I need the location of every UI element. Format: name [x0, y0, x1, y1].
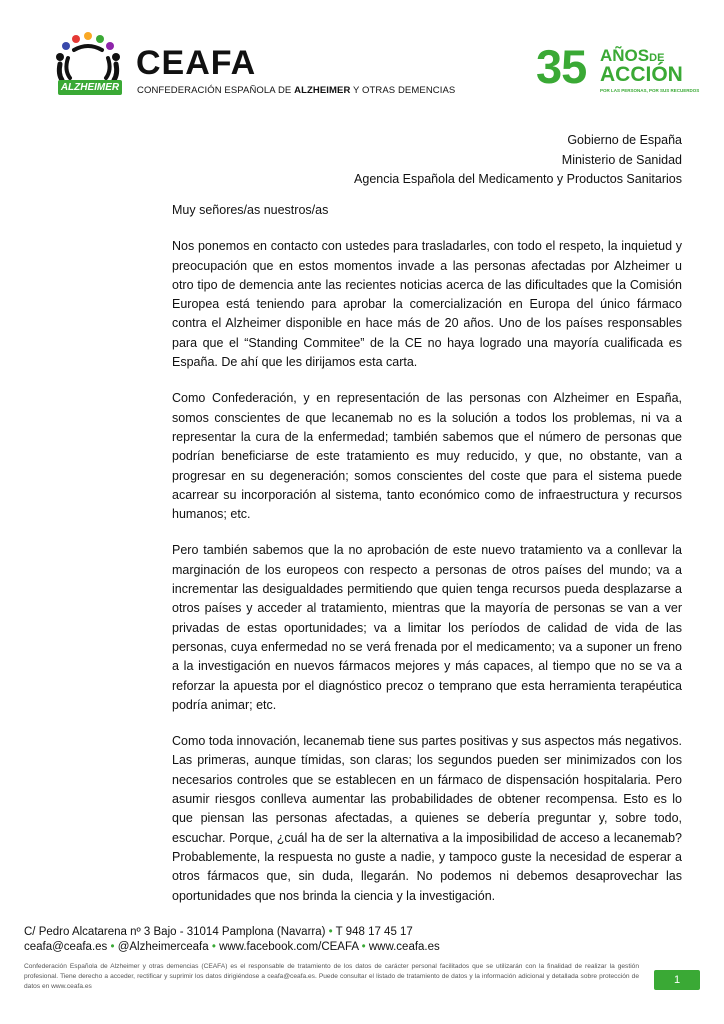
legal-notice: Confederación Española de Alzheimer y otras demencias (CEAFA) es el responsable de tratamiento de los datos de carácter personal facilitados que se utilizarán con la finalidad de realizar la gestión profesional. Tiene derecho a acceder, rectificar y suprimir los datos dirigiéndose a ceafa@ceafa.es. Puede consultar el listado de tratamiento de datos y la información adicional y detallada sobre protección de datos en www.ceafa.es — [24, 963, 639, 990]
facebook-link[interactable]: www.facebook.com/CEAFA — [219, 941, 359, 953]
contact-line-1 — [24, 925, 440, 940]
recipient-line: Ministerio de Sanidad — [561, 152, 682, 167]
twitter-link[interactable]: @Alzheimerceafa — [117, 941, 209, 953]
separator: • — [208, 941, 220, 953]
recipient-block — [354, 131, 682, 190]
email-link[interactable]: ceafa@ceafa.es — [24, 941, 108, 953]
anniversary-line2: ACCIÓN — [600, 63, 683, 86]
alzheimer-badge: ALZHEIMER — [58, 80, 122, 95]
website-link[interactable]: www.ceafa.es — [368, 941, 440, 953]
separator: • — [358, 941, 369, 953]
paragraph: Pero también sabemos que la no aprobación de este nuevo tratamiento va a conllevar la marginación de los europeos con respecto a personas de otros países del mundo; va a incrementar las desigualdades permitiendo que quien tenga recursos pueda desplazarse a otros países y acceder al tratamiento, mientras que la mayoría de personas se van a ver privadas de estas oportunidades; va a limitar los períodos de calidad de vida de las personas, cuya enfermedad no se verá frenada por el medicamento; va a suponer un freno a la investigación en nuevos fármacos mejores y más capaces, al tiempo que no se va a reforzar la apuesta por el diagnóstico precoz o temprano que esta herramienta terapéutica podría animar; etc. — [172, 543, 682, 712]
anniversary-line1-text: AÑOS — [600, 46, 650, 65]
address: C/ Pedro Alcatarena nº 3 Bajo - 31014 Pamplona (Navarra) — [24, 926, 326, 938]
anniversary-logo — [536, 40, 700, 100]
recipient-line: Agencia Española del Medicamento y Productos Sanitarios — [354, 172, 682, 186]
paragraph: Como Confederación, y en representación de las personas con Alzheimer en España, somos conscientes de que lecanemab no es la solución a todos los problemas, ni va a representar la cura de la enfermedad; también sabemos que el número de personas que podrían beneficiarse de este tratamiento es muy reducido, y que, no obstante, van a progresar en su degeneración; somos conscientes del coste que para el sistema puede acarrear su incorporación al sistema, tanto económico como de infraestructura y recursos humanos; etc. — [172, 391, 682, 522]
anniversary-tagline: POR LAS PERSONAS, POR SUS RECUERDOS — [600, 88, 700, 93]
letter-body — [172, 201, 682, 923]
footer-contact — [24, 925, 440, 955]
paragraph: Nos ponemos en contacto con ustedes para trasladarles, con todo el respeto, la inquietud y preocupación que en estos momentos invade a las personas afectadas por Alzheimer u otro tipo de demencia ante las recientes noticias acerca de las dificultades que la Comisión Europea está teniendo para aprobar la comercialización en Europa del único fármaco contra el Alzheimer disponible en hace más de 20 años. Uno de los países responsables para que el “Standing Commitee” de la CE no haya logrado una mayoría cualificada es España. De ahí que les dirijamos esta carta. — [172, 239, 682, 370]
brand-name: CEAFA — [136, 44, 257, 82]
contact-line-2 — [24, 940, 440, 955]
separator: • — [325, 926, 336, 938]
brand-sub-suffix: Y OTRAS DEMENCIAS — [350, 85, 456, 96]
brand-subtitle — [137, 85, 455, 96]
anniversary-line1-small: DE — [649, 52, 665, 64]
separator: • — [107, 941, 118, 953]
phone: T 948 17 45 17 — [335, 926, 413, 938]
recipient-line: Gobierno de España — [567, 133, 682, 147]
anniversary-number: 35 — [536, 40, 587, 93]
paragraph: Como toda innovación, lecanemab tiene sus partes positivas y sus aspectos más negativos. Las primeras, aunque tímidas, son claras; los segundos pueden ser minimizados con los necesarios controles que se establecen en un fármaco de dispensación hospitalaria. Pero asumir riesgos conlleva aumentar las probabilidades de obtener recompensa. Esto es lo que piensan las personas afectadas, a quienes se debería preguntar y, sobre todo, escuchar. Porque, ¿cuál ha de ser la alternativa a la imposibilidad de acceso a lecanemab? Probablemente, la respuesta no guste a nadie, y tampoco guste la necesidad de esperar a otros fármacos que, sin duda, llegarán. No podemos ni debemos desaprovechar las oportunidades que nos brinda la ciencia y la investigación. — [172, 734, 682, 903]
page-number: 1 — [654, 970, 700, 990]
brand-sub-prefix: CONFEDERACIÓN ESPAÑOLA DE — [137, 85, 295, 96]
salutation: Muy señores/as nuestros/as — [172, 203, 329, 217]
brand-sub-bold: ALZHEIMER — [294, 85, 351, 96]
